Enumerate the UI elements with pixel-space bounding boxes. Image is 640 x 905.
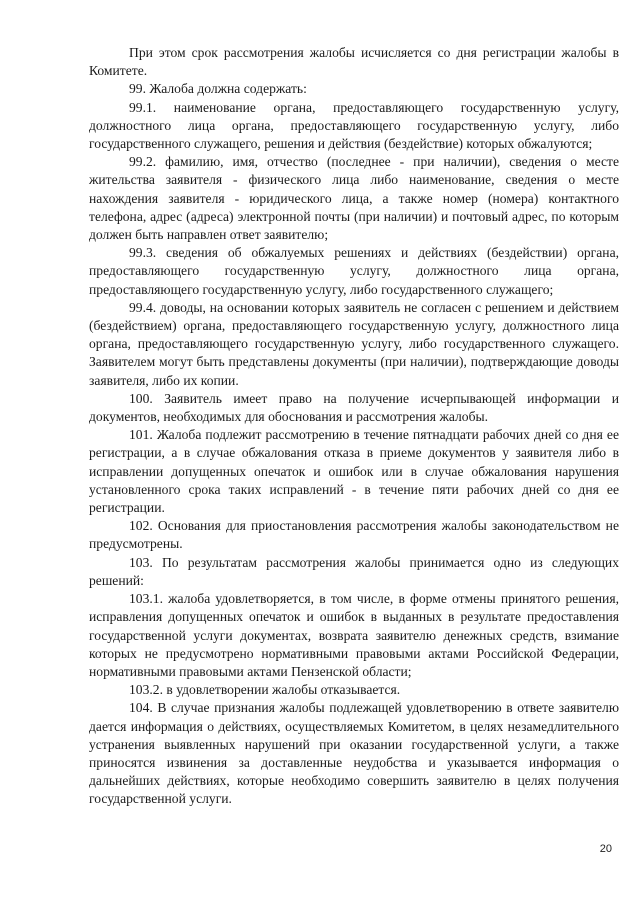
paragraph-99: 99. Жалоба должна содержать: <box>129 81 307 97</box>
paragraph-101: 101. Жалоба подлежит рассмотрению в течение пятнадцати рабочих дней со дня ее регистрации, а в случае обжалования отказа в приеме документов у заявителя либо в исправлении допущенных опечаток и ошибок или в случае обжалования нарушения установленного срока таких исправлений - в течение пяти рабочих дней со дня ее регистрации. <box>89 427 619 516</box>
paragraph-103-1: 103.1. жалоба удовлетворяется, в том числе, в форме отмены принятого решения, исправления допущенных опечаток и ошибок в выданных в результате предоставления государственной услуги документах, возврата заявителю денежных средств, взимание которых не предусмотрено нормативными правовыми актами Российской Федерации, нормативными правовыми актами Пензенской области; <box>89 591 619 679</box>
paragraph-102: 102. Основания для приостановления рассмотрения жалобы законодательством не предусмотрены. <box>89 518 619 552</box>
paragraph-103-2: 103.2. в удовлетворении жалобы отказывается. <box>129 682 401 698</box>
paragraph-103: 103. По результатам рассмотрения жалобы принимается одно из следующих решений: <box>89 554 619 588</box>
paragraph-99-4: 99.4. доводы, на основании которых заявитель не согласен с решением и действием (бездействием) органа, предоставляющего государственную услугу, должностного лица органа, предоставляющего государственную услугу, либо государственного служащего. Заявителем могут быть представлены документы (при наличии), подтверждающие доводы заявителя, либо их копии. <box>89 299 619 388</box>
paragraph-104: 104. В случае признания жалобы подлежащей удовлетворению в ответе заявителю дается информация о действиях, осуществляемых Комитетом, в целях незамедлительного устранения выявленных нарушений при оказании государственной услуги, а также приносятся извинения за доставленные неудобства и указывается информация о дальнейших действиях, которые необходимо совершить заявителю в целях получения государственной услуги. <box>89 700 619 807</box>
document-body <box>89 44 619 809</box>
paragraph-99-3: 99.3. сведения об обжалуемых решениях и действиях (бездействии) органа, предоставляющего государственную услугу, должностного лица органа, предоставляющего государственную услугу, либо государственного служащего; <box>89 245 619 297</box>
paragraph-99-2: 99.2. фамилию, имя, отчество (последнее - при наличии), сведения о месте жительства заявителя - физического лица либо наименование, сведения о месте нахождения заявителя - юридического лица, а также номер (номера) контактного телефона, адрес (адреса) электронной почты (при наличии) и почтовый адрес, по которым должен быть направлен ответ заявителю; <box>89 154 619 243</box>
page-number: 20 <box>599 843 612 855</box>
paragraph-99-1: 99.1. наименование органа, предоставляющего государственную услугу, должностного лица органа, предоставляющего государственную услугу, либо государственного служащего, решения и действия (бездействие) которых обжалуются; <box>89 99 619 152</box>
paragraph-deadline-note: При этом срок рассмотрения жалобы исчисляется со дня регистрации жалобы в Комитете. <box>89 45 619 79</box>
paragraph-100: 100. Заявитель имеет право на получение исчерпывающей информации и документов, необходимых для обоснования и рассмотрения жалобы. <box>89 390 619 425</box>
